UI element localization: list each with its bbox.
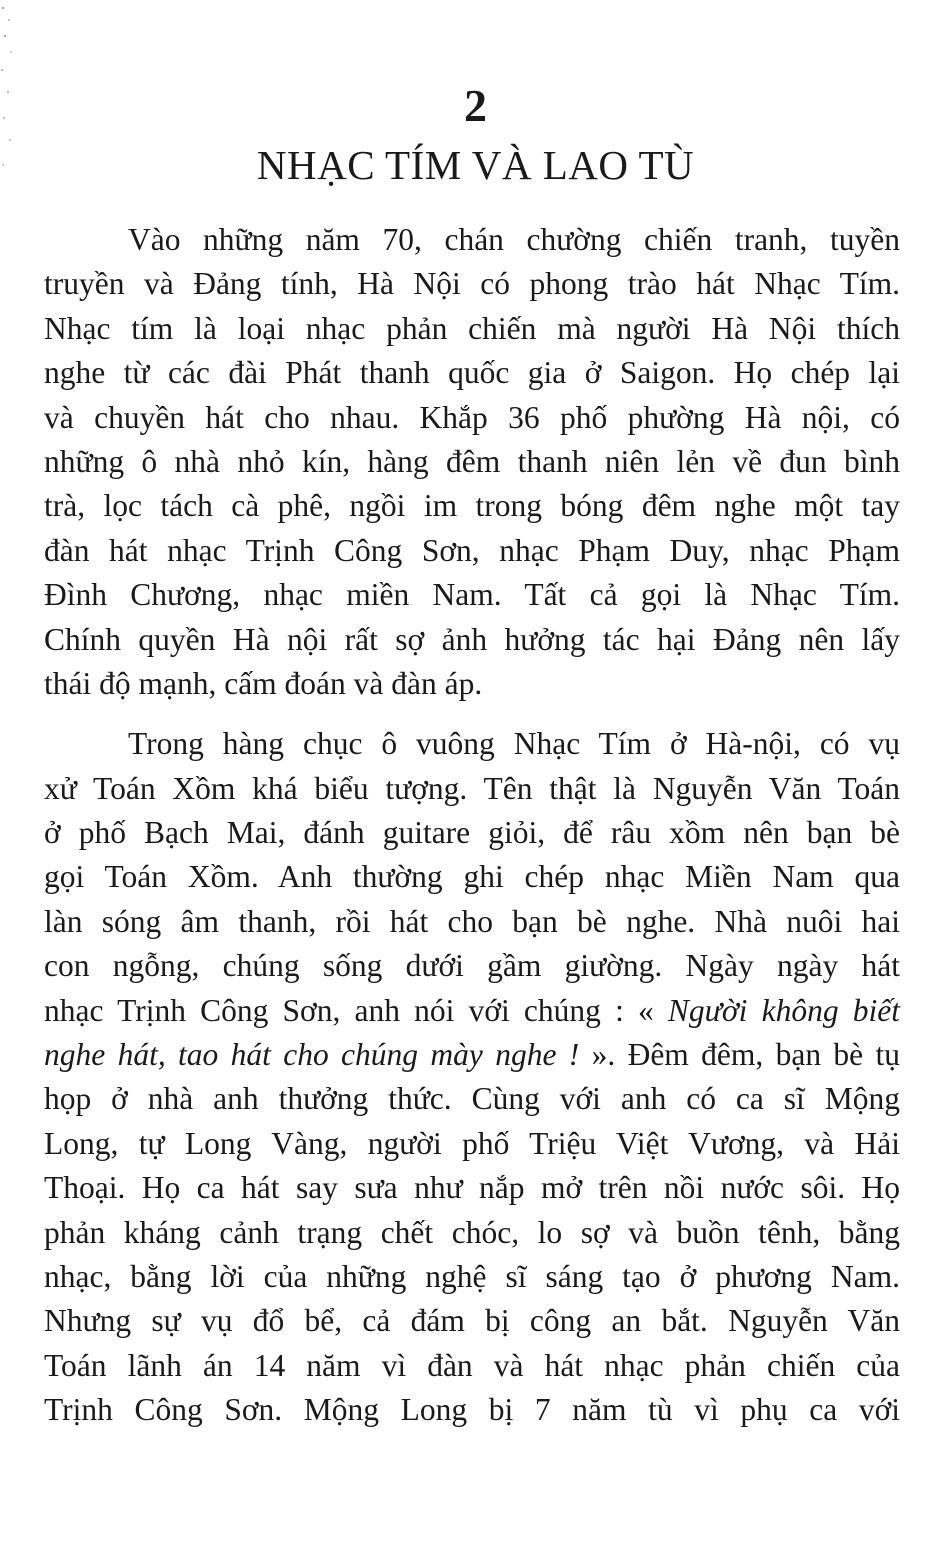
text-line: truyền và Đảng tính, Hà Nội có phong trào hát Nhạc Tím.: [44, 266, 900, 302]
quote-line: [44, 1033, 900, 1077]
text-line: trà, lọc tách cà phê, ngồi im trong bóng đêm nghe một tay: [44, 488, 900, 524]
chapter-number: 2: [464, 80, 487, 131]
chapter-title: NHẠC TÍM VÀ LAO TÙ: [256, 142, 695, 188]
quote-italic: nghe hát, tao hát cho chúng mày nghe !: [44, 1037, 580, 1073]
text-line: họp ở nhà anh thưởng thức. Cùng với anh có ca sĩ Mộng: [44, 1081, 900, 1117]
text-line: ở phố Bạch Mai, đánh guitare giỏi, để râu xồm nên bạn bè: [44, 815, 900, 851]
quote-prefix: nhạc Trịnh Công Sơn, anh nói với chúng : «: [44, 992, 668, 1028]
text-line: đàn hát nhạc Trịnh Công Sơn, nhạc Phạm Duy, nhạc Phạm: [44, 532, 900, 568]
text-line: Chính quyền Hà nội rất sợ ảnh hưởng tác hại Đảng nên lấy: [44, 621, 900, 657]
text-line: Đình Chương, nhạc miền Nam. Tất cả gọi là Nhạc Tím.: [44, 577, 900, 613]
paragraph-1: [44, 218, 900, 706]
text-line: Nhạc tím là loại nhạc phản chiến mà người Hà Nội thích: [44, 310, 900, 346]
text-line: Toán lãnh án 14 năm vì đàn và hát nhạc phản chiến của: [44, 1347, 900, 1383]
text-line: Trong hàng chục ô vuông Nhạc Tím ở Hà-nội, có vụ: [128, 726, 900, 762]
text-line: con ngỗng, chúng sống dưới gầm giường. Ngày ngày hát: [44, 948, 900, 984]
text-line: và chuyền hát cho nhau. Khắp 36 phố phường Hà nội, có: [44, 399, 900, 435]
text-line: làn sóng âm thanh, rồi hát cho bạn bè nghe. Nhà nuôi hai: [44, 903, 900, 939]
text-line: nghe từ các đài Phát thanh quốc gia ở Saigon. Họ chép lại: [44, 355, 900, 391]
chapter-body: [44, 218, 900, 1433]
text-line: thái độ mạnh, cấm đoán và đàn áp.: [44, 665, 483, 701]
text-line: gọi Toán Xồm. Anh thường ghi chép nhạc Miền Nam qua: [44, 859, 900, 895]
paragraph-gap: [44, 706, 900, 722]
text-line: những ô nhà nhỏ kín, hàng đêm thanh niên lẻn về đun bình: [44, 443, 900, 479]
text-line: nhạc, bằng lời của những nghệ sĩ sáng tạo ở phương Nam.: [44, 1258, 900, 1294]
paragraph-2: [44, 722, 900, 1432]
text-line: Trịnh Công Sơn. Mộng Long bị 7 năm tù vì phụ ca với: [44, 1392, 900, 1428]
text-line: xử Toán Xồm khá biểu tượng. Tên thật là Nguyễn Văn Toán: [44, 770, 900, 806]
text-line: Nhưng sự vụ đổ bể, cả đám bị công an bắt. Nguyễn Văn: [44, 1303, 900, 1339]
quote-suffix: ». Đêm đêm, bạn bè tụ: [579, 1037, 900, 1073]
text-line: Thoại. Họ ca hát say sưa như nắp mở trên nồi nước sôi. Họ: [44, 1170, 900, 1206]
quote-line: [44, 989, 900, 1033]
text-line: Long, tự Long Vàng, người phố Triệu Việt Vương, và Hải: [44, 1125, 900, 1161]
text-line: Vào những năm 70, chán chường chiến tranh, tuyền: [128, 222, 900, 257]
quote-italic: Người không biết: [667, 992, 900, 1028]
text-line: phản kháng cảnh trạng chết chóc, lo sợ và buồn tênh, bằng: [44, 1214, 900, 1250]
